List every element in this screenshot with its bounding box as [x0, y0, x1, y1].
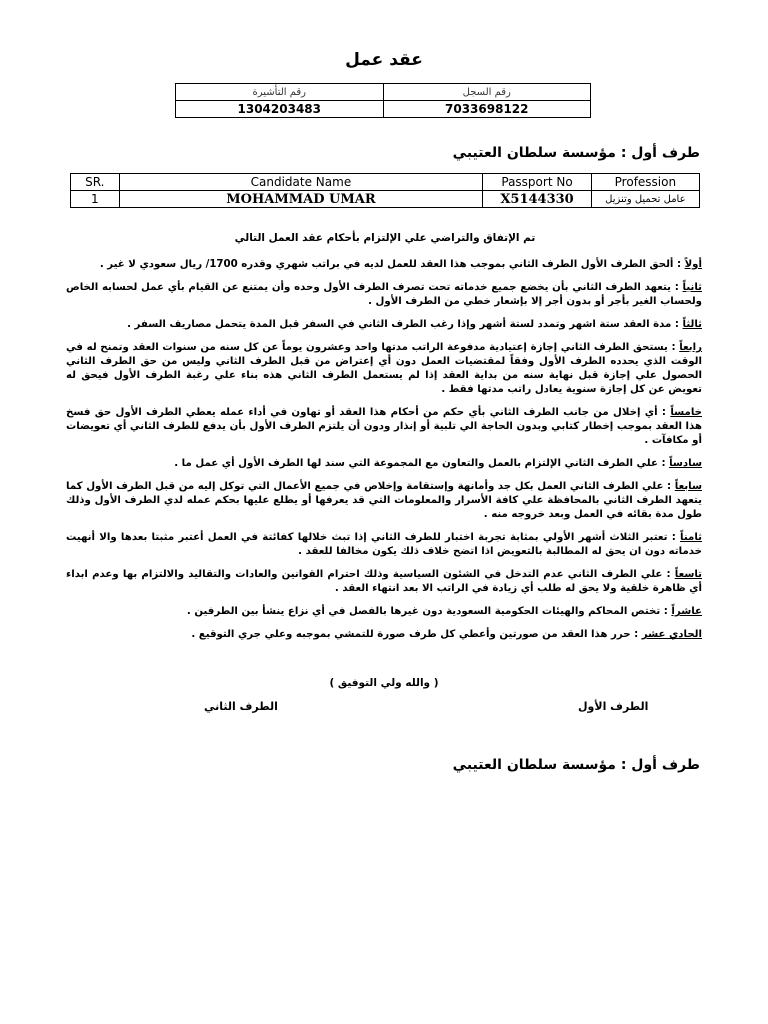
clause-label: رابعاً: [679, 342, 702, 353]
clause-4: [66, 341, 702, 397]
clause-10: [66, 605, 702, 619]
registration-table: [175, 83, 591, 118]
clause-text: : أي إخلال من جانب الطرف الثاني بأي حكم من أحكام هذا العقد أو تهاون في أداء عمله يعطي الطرف الأول حق فسخ هذا العقد بموجب إخطار كتابي وبدون الحاجة الي تلبية أو إنذار ودون أن يلتزم الطرف الأول بأن يدفع للطرف الثاني أي تعويضات أو مكافآت .: [66, 407, 702, 446]
clause-5: [66, 406, 702, 448]
clause-11: [66, 628, 702, 642]
clause-text: : علي الطرف الثاني العمل بكل جد وأمانهة وإستقامة وإخلاص في جميع الأعمال التي توكل إليه من قبل الطرف الأول كما يتعهد الطرف الثاني بالمحافظة علي كافة الأسرار والمعلومات التي قد يعرفها أو يطلع عليها بحكم عمله لدي الطرف الأول وذلك طول مدة بقائه في العمل وبعد خروجه منه .: [66, 481, 702, 520]
cell-passport-no: X5144330: [483, 191, 591, 208]
clause-8: [66, 531, 702, 559]
clause-text: : علي الطرف الثاني عدم التدخل في الشئون السياسية وذلك احترام القوانين والعادات والتقاليد والالتزام بها وعدم ابداء أي ظاهرة خلقية ولا يحق له طلب أي زيادة في الراتب الا بعد انتهاء العقد .: [66, 569, 702, 594]
header-profession: Profession: [591, 174, 699, 191]
clause-label: عاشراً: [671, 606, 702, 617]
clause-text: : ألحق الطرف الأول الطرف الثاني بموجب هذا العقد للعمل لديه في براتب شهري وقدره 1700/ ريال سعودي لا غير .: [99, 259, 685, 270]
clause-text: : تختص المحاكم والهيئات الحكومية السعودية دون غيرها بالفصل في أي نزاع ينشأ بين الطرفين .: [186, 606, 672, 617]
candidate-table-header: [71, 174, 700, 191]
candidate-table: [70, 173, 700, 208]
clause-text: : يستحق الطرف الثاني إجازة إعتيادية مدفوعة الراتب مدتها واحد وعشرون يوماً عن كل سنه من سنوات العقد وتمنح له في الوقت الذي يحدده الطرف الأول وفقاً لمقتضيات العمل دون أي إعتراض من قبل الطرف الثاني وليس من حق الطرف الثاني الحصول علي إجازة قبل نهاية سنه من بداية العقد إذا لم يستعمل الطرف الثاني هذه بناء علي رغبة الطرف الأول فيحق له تعويض عن كل إجازة سنوية يعادل راتب مدتها فقط .: [66, 342, 702, 395]
visa-number-label: رقم التأشيرة: [176, 84, 384, 101]
closing-phrase: ( والله ولي التوفيق ): [329, 677, 439, 689]
header-passport-no: Passport No: [483, 174, 591, 191]
visa-number: 1304203483: [176, 101, 384, 118]
agreement-intro: تم الإتفاق والتراضي علي الإلتزام بأحكام عقد العمل التالي: [234, 232, 536, 244]
clause-label: ثالثاً: [682, 319, 702, 330]
clause-label: تاسعاً: [674, 569, 702, 580]
clause-label: خامساً: [670, 407, 702, 418]
clause-text: : مدة العقد ستة اشهر وتمدد لستة أشهر وإذا رغب الطرف الثاني في السفر قبل المدة يتحمل مصاريف السفر .: [127, 319, 683, 330]
cell-profession: عامل تحميل وتنزيل: [591, 191, 699, 208]
header-candidate-name: Candidate Name: [119, 174, 483, 191]
clause-text: : يتعهد الطرف الثاني بأن يخضع جميع خدماته تحت تصرف الطرف الأول وحده وأن يمتنع عن القيام بأي عمل لحسابه الخاص ولحساب الغير بأجر أو بدون أجر إلا بإشعار خطي من الطرف الأول .: [66, 282, 702, 307]
clause-7: [66, 480, 702, 522]
first-party-footer: طرف أول : مؤسسة سلطان العتيبي: [452, 757, 700, 773]
signature-first-party: الطرف الأول: [578, 700, 649, 713]
clause-label: ثامناً: [680, 532, 702, 543]
clause-2: [66, 281, 702, 309]
clause-label: سابعاً: [674, 481, 702, 492]
contract-title: عقد عمل: [345, 50, 423, 70]
clause-1: [66, 258, 702, 272]
clause-label: أولاً: [684, 259, 702, 270]
clause-6: [66, 457, 702, 471]
record-number-label: رقم السجل: [383, 84, 591, 101]
clause-label: الحادي عشر: [641, 629, 702, 640]
clause-text: : حرر هذا العقد من صورتين وأعطي كل طرف صورة للتمشي بموجبه وعلي جري التوقيع .: [191, 629, 642, 640]
clause-label: ثانياً: [682, 282, 702, 293]
header-sr: SR.: [71, 174, 120, 191]
clause-label: سادساً: [669, 458, 702, 469]
clause-text: : تعتبر الثلاث أشهر الأولي بمثابة تجربة اختبار للطرف الثاني إذا تبث خلالها كفائتة في العمل أعتبر مثبتا بعدها والا أنهيت خدماته دون ان يحق له المطالبة بالتعويض اذا اتضح خلاف ذلك يكون مخالفا للعقد .: [66, 532, 702, 557]
record-number: 7033698122: [383, 101, 591, 118]
cell-sr: 1: [71, 191, 120, 208]
clause-9: [66, 568, 702, 596]
signature-second-party: الطرف الثاني: [204, 700, 278, 713]
first-party-heading: طرف أول : مؤسسة سلطان العتيبي: [452, 145, 700, 161]
table-row: [71, 191, 700, 208]
cell-candidate-name: MOHAMMAD UMAR: [119, 191, 483, 208]
clause-3: [66, 318, 702, 332]
clause-text: : علي الطرف الثاني الإلتزام بالعمل والتعاون مع المجموعة التي سند لها الطرف الأول أي عمل ما .: [174, 458, 670, 469]
contract-clauses: [66, 258, 702, 651]
